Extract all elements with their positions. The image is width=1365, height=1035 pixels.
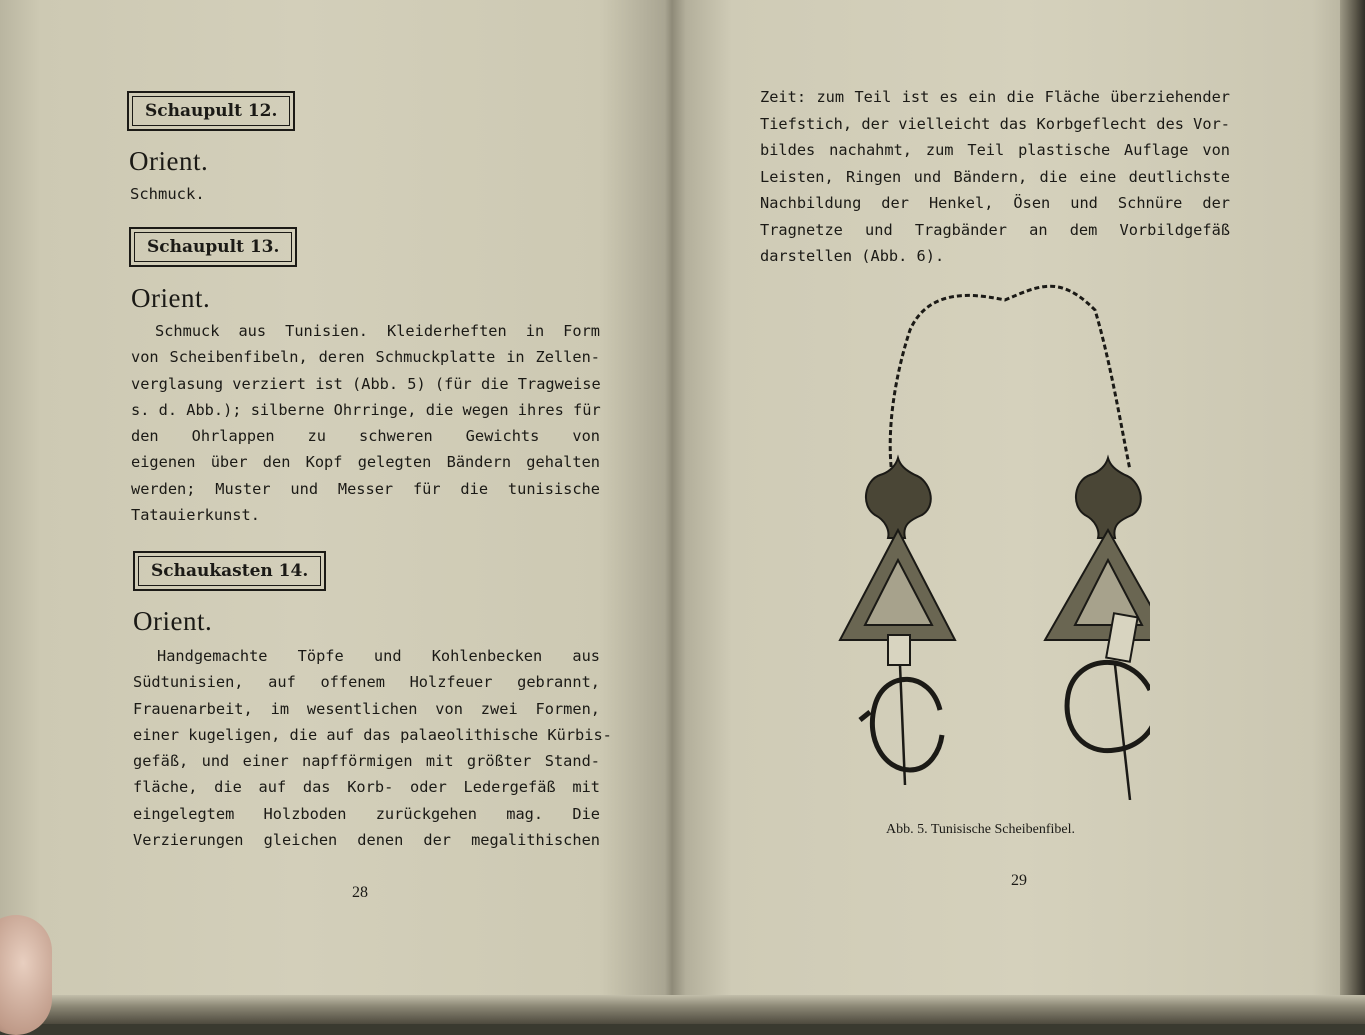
body-line: den Ohrlappen zu schweren Gewichts von — [131, 427, 600, 446]
schaukasten-14-heading-box — [133, 551, 326, 591]
section-14-region: Orient. — [133, 606, 213, 636]
table-surface — [0, 995, 1365, 1024]
body-line: Tatauierkunst. — [131, 506, 260, 525]
body-line: Nachbildung der Henkel, Ösen und Schnüre der — [760, 194, 1230, 212]
body-line: eigenen über den Kopf gelegten Bändern gehalten — [131, 453, 600, 472]
body-line: s. d. Abb.); silberne Ohrringe, die wegen ihres für — [131, 400, 601, 419]
section-13-body — [131, 318, 600, 528]
figure-caption: Abb. 5. Tunisische Scheibenfibel. — [886, 822, 1075, 837]
body-line: darstellen (Abb. 6). — [760, 247, 945, 265]
body-line: werden; Muster und Messer für die tunisische — [131, 479, 600, 498]
body-line: Südtunisien, auf offenem Holzfeuer gebrannt, — [133, 673, 600, 692]
section-12-region: Orient. — [129, 146, 209, 176]
body-line: von Scheibenfibeln, deren Schmuckplatte in Zellen- — [131, 348, 600, 367]
schaukasten-14-heading: Schaukasten 14. — [138, 556, 321, 586]
schaupult-13-heading: Schaupult 13. — [134, 232, 292, 262]
body-line: Verzierungen gleichen denen der megalithischen — [133, 831, 600, 850]
left-page-number: 28 — [352, 884, 368, 901]
thumb — [0, 915, 52, 1035]
body-line: Frauenarbeit, im wesentlichen von zwei Formen, — [133, 699, 600, 718]
body-line: Tiefstich, der vielleicht das Korbgeflecht des Vor- — [760, 114, 1230, 133]
body-line: eingelegtem Holzboden zurückgehen mag. Die — [133, 804, 600, 823]
body-line: Tragnetze und Tragbänder an dem Vorbildgefäß — [760, 220, 1230, 239]
body-line: bildes nachahmt, zum Teil plastische Auflage von — [760, 141, 1230, 159]
body-line: Zeit: zum Teil ist es ein die Fläche überziehender — [760, 88, 1230, 106]
right-page-number: 29 — [1011, 872, 1027, 889]
schaupult-12-heading-box — [127, 91, 295, 131]
body-line: Leisten, Ringen und Bändern, die eine deutlichste — [760, 167, 1230, 186]
body-line: Handgemachte Töpfe und Kohlenbecken aus — [157, 647, 600, 665]
schaupult-12-heading: Schaupult 12. — [132, 96, 290, 126]
right-page-body — [760, 84, 1230, 270]
schaupult-13-heading-box — [129, 227, 297, 267]
right-fibula — [1045, 458, 1150, 800]
section-12-subtitle: Schmuck. — [130, 185, 205, 203]
book-edge — [1340, 0, 1365, 1024]
body-line: gefäß, und einer napfförmigen mit größter Stand- — [133, 752, 600, 771]
body-line: verglasung verziert ist (Abb. 5) (für die Tragweise — [131, 374, 601, 393]
left-fibula — [840, 458, 955, 785]
body-line: fläche, die auf das Korb- oder Ledergefäß mit — [133, 778, 600, 797]
body-line: Schmuck aus Tunisien. Kleiderheften in Form — [155, 322, 600, 340]
section-14-body — [133, 643, 612, 853]
section-13-region: Orient. — [131, 283, 211, 313]
fibula-illustration — [830, 280, 1150, 800]
body-line: einer kugeligen, die auf das palaeolithische Kürbis- — [133, 725, 612, 744]
